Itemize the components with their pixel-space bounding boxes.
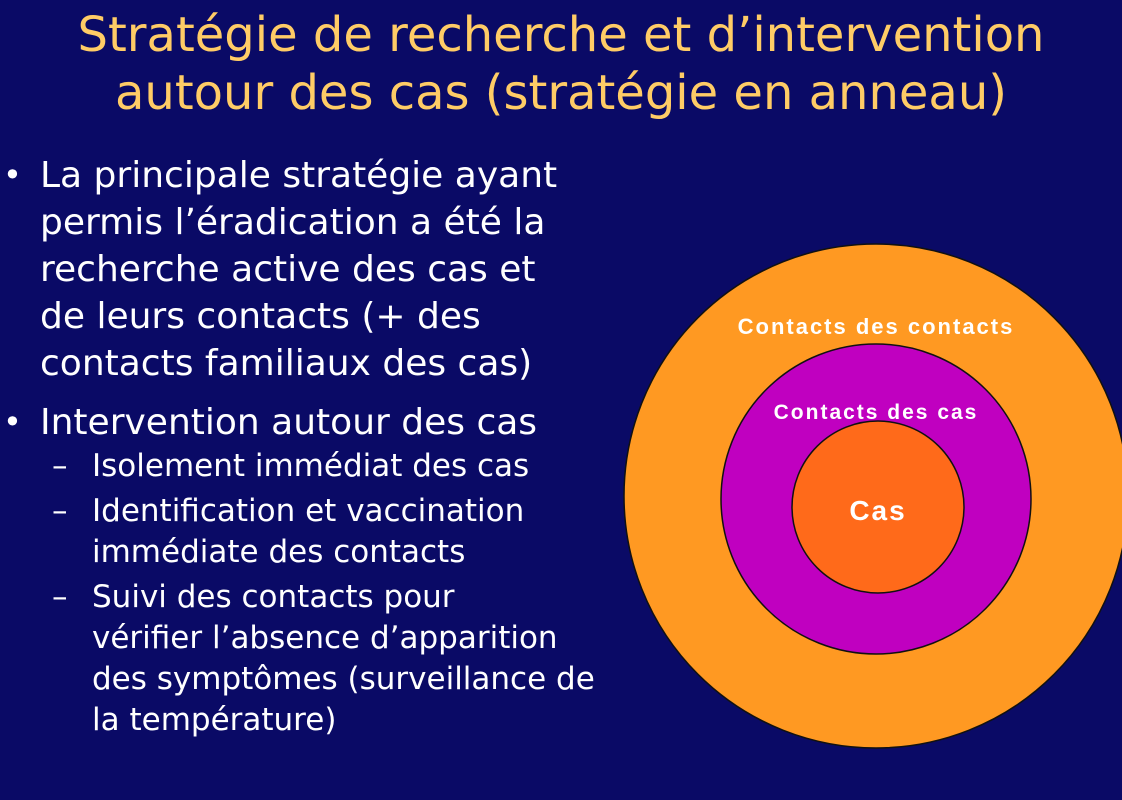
sub-line: immédiate des contacts bbox=[92, 534, 466, 570]
bullet-line: La principale stratégie ayant bbox=[40, 155, 558, 196]
bullet-line: de leurs contacts (+ des bbox=[40, 296, 481, 337]
sub-line: Isolement immédiat des cas bbox=[92, 448, 530, 484]
sub-line: vérifier l’absence d’apparition bbox=[92, 620, 558, 656]
title-line-1: Stratégie de recherche et d’intervention bbox=[77, 7, 1045, 63]
outer-ring-label: Contacts des contacts bbox=[737, 314, 1015, 339]
bullet-line: permis l’éradication a été la bbox=[40, 202, 546, 243]
bullet-dot: • bbox=[3, 403, 22, 441]
sub-dash: – bbox=[52, 579, 68, 615]
title-line-2: autour des cas (stratégie en anneau) bbox=[115, 65, 1007, 121]
bullet-dot: • bbox=[3, 156, 22, 194]
bullet-line: Intervention autour des cas bbox=[40, 402, 538, 443]
sub-line: des symptômes (surveillance de bbox=[92, 661, 595, 697]
middle-ring-label: Contacts des cas bbox=[773, 401, 979, 424]
sub-dash: – bbox=[52, 493, 68, 529]
sub-line: Identification et vaccination bbox=[92, 493, 525, 529]
bullet-line: recherche active des cas et bbox=[40, 249, 536, 290]
sub-line: Suivi des contacts pour bbox=[92, 579, 455, 615]
inner-ring-label: Cas bbox=[849, 495, 907, 526]
sub-line: la température) bbox=[92, 702, 337, 738]
bullet-line: contacts familiaux des cas) bbox=[40, 343, 533, 384]
sub-dash: – bbox=[52, 448, 68, 484]
